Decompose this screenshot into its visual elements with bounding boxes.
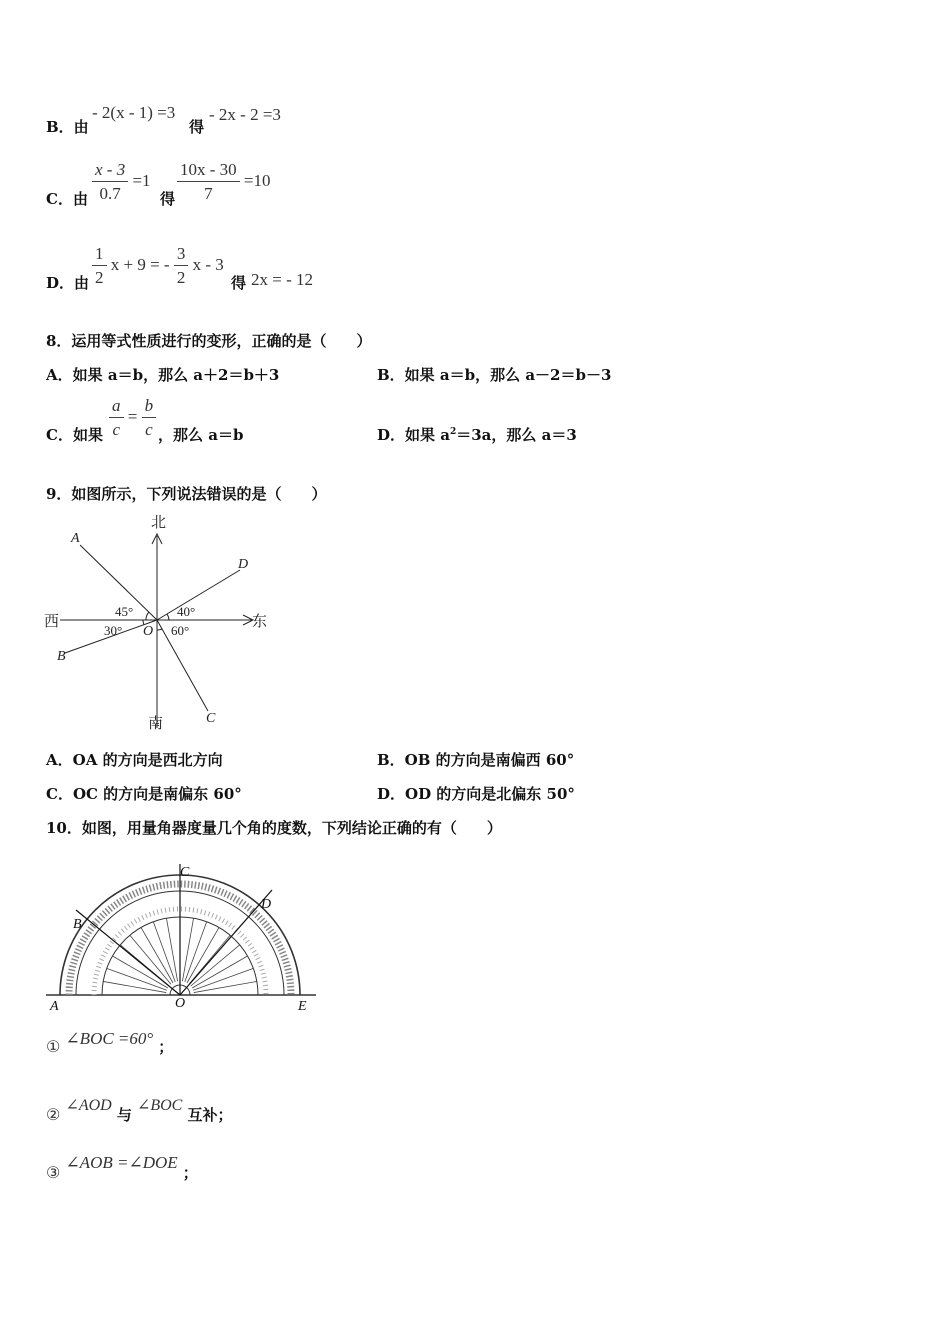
q7-option-c-math2 [177,160,271,204]
protractor-spoke [193,968,253,990]
q8-c-right-den: c [145,420,153,439]
q8-d-sup: 2 [449,427,457,437]
protractor-spoke [112,956,167,988]
angle-label-d: 40° [177,604,196,619]
q7-d-frac1-num: 1 [92,244,107,266]
q9-compass-figure [40,508,280,736]
protractor-spoke [185,922,207,982]
q10-stem: 10．如图，用量角器度量几个角的度数，下列结论正确的有（ ） [46,819,502,837]
q10-s3-marker: ③ [46,1165,61,1182]
q7-option-b-label: B．由 [46,118,89,136]
label-o: O [175,996,186,1011]
q10-s2-expr1: ∠AOD [65,1097,112,1114]
q7-option-c-label: C．由 [46,190,88,208]
q7-option-d-math [92,244,224,288]
q9-option-c: C．OC 的方向是南偏东 60° [46,785,242,803]
q10-s3-tail: ； [182,1164,198,1182]
q8-option-c-label: C．如果 [46,426,103,444]
q10-s1-tail: ； [158,1038,174,1056]
q8-stem: 8．运用等式性质进行的变形，正确的是（ ） [46,332,372,350]
q8-c-right-num: b [142,396,157,418]
protractor-spoke [194,981,257,992]
label-south: 南 [148,716,164,732]
q10-s3-expr: ∠AOB =∠DOE [65,1153,178,1172]
q7-option-c-math [92,160,151,204]
angle-arc-a [146,612,149,620]
q7-c-eq1: =1 [132,170,151,190]
q7-option-b-expr2: - 2x - 2 =3 [209,105,281,124]
q7-d-frac2-den: 2 [176,268,186,287]
label-north: 北 [151,515,167,531]
q8-option-d [377,424,577,445]
label-c: C [180,865,190,880]
label-o: O [143,624,154,639]
q10-statement-2 [46,1097,233,1125]
q10-protractor-figure [40,858,322,1018]
q8-option-c-tail: ，那么 a＝b [158,426,244,444]
q10-s2-tail: 互补； [187,1106,233,1124]
q8-d-post: ＝3a，那么 a＝3 [456,426,577,444]
q7-d-frac2-num: 3 [174,244,189,266]
label-c: C [206,711,216,726]
q8-c-left-num: a [109,396,124,418]
protractor-spoke [107,968,167,990]
label-b: B [73,917,82,932]
q10-s1-expr: ∠BOC =60° [65,1029,154,1048]
q7-d-mid2: x - 3 [192,254,224,274]
q7-option-b-mid: 得 [189,118,205,136]
q8-c-left-den: c [112,420,121,439]
q9-option-a: A．OA 的方向是西北方向 [46,751,223,769]
q8-option-a: A．如果 a＝b，那么 a＋2＝b＋3 [46,366,280,384]
protractor-spoke [103,981,166,992]
q7-c-frac1-den: 0.7 [99,184,121,203]
angle-label-a: 45° [115,604,134,619]
label-e: E [298,999,307,1014]
q8-d-pre: D．如果 a [377,426,450,444]
label-b: B [57,649,66,664]
q10-s2-mid: 与 [116,1106,132,1124]
q7-option-d-result: 2x = - 12 [251,270,313,289]
q10-s1-marker: ① [46,1039,61,1056]
q7-option-c-mid: 得 [160,190,176,208]
q8-option-c-math [109,396,156,440]
q9-stem: 9．如图所示，下列说法错误的是（ ） [46,485,327,503]
ray-od [180,890,272,995]
protractor-spoke [182,918,193,981]
label-west: 西 [44,614,60,630]
q10-s2-marker: ② [46,1107,61,1124]
angle-label-b: 30° [104,623,123,638]
q7-d-frac1-den: 2 [95,268,104,287]
q10-statement-1 [46,1029,174,1057]
angle-arc-c [157,629,162,630]
q7-d-mid1: x + 9 = - [110,254,170,274]
q7-c-eq2: =10 [243,170,271,190]
q7-c-frac2-num: 10x - 30 [177,160,240,182]
protractor-spoke [153,922,175,982]
q7-option-d-label: D．由 [46,274,90,292]
q9-option-b: B．OB 的方向是南偏西 60° [377,751,575,769]
q7-c-frac1-num: x - 3 [92,160,128,182]
label-a: A [71,531,80,546]
label-d: D [261,897,272,912]
q10-s2-expr2: ∠BOC [136,1097,183,1114]
q7-option-b-expr1: - 2(x - 1) =3 [92,103,176,122]
label-d: D [238,557,249,572]
protractor-spoke [141,927,173,982]
q7-option-d-mid: 得 [231,274,247,292]
angle-arc-d [167,614,169,620]
protractor-spoke [166,918,177,981]
protractor-spoke [191,945,240,986]
label-east: 东 [252,614,268,630]
q8-option-b: B．如果 a＝b，那么 a－2＝b－3 [377,366,612,384]
ray-od [157,570,240,620]
q8-c-eq: = [127,406,138,426]
label-a: A [50,999,59,1014]
q10-statement-3 [46,1153,198,1183]
q7-c-frac2-den: 7 [204,184,213,203]
angle-label-c: 60° [171,623,190,638]
q9-option-d: D．OD 的方向是北偏东 50° [377,785,575,803]
